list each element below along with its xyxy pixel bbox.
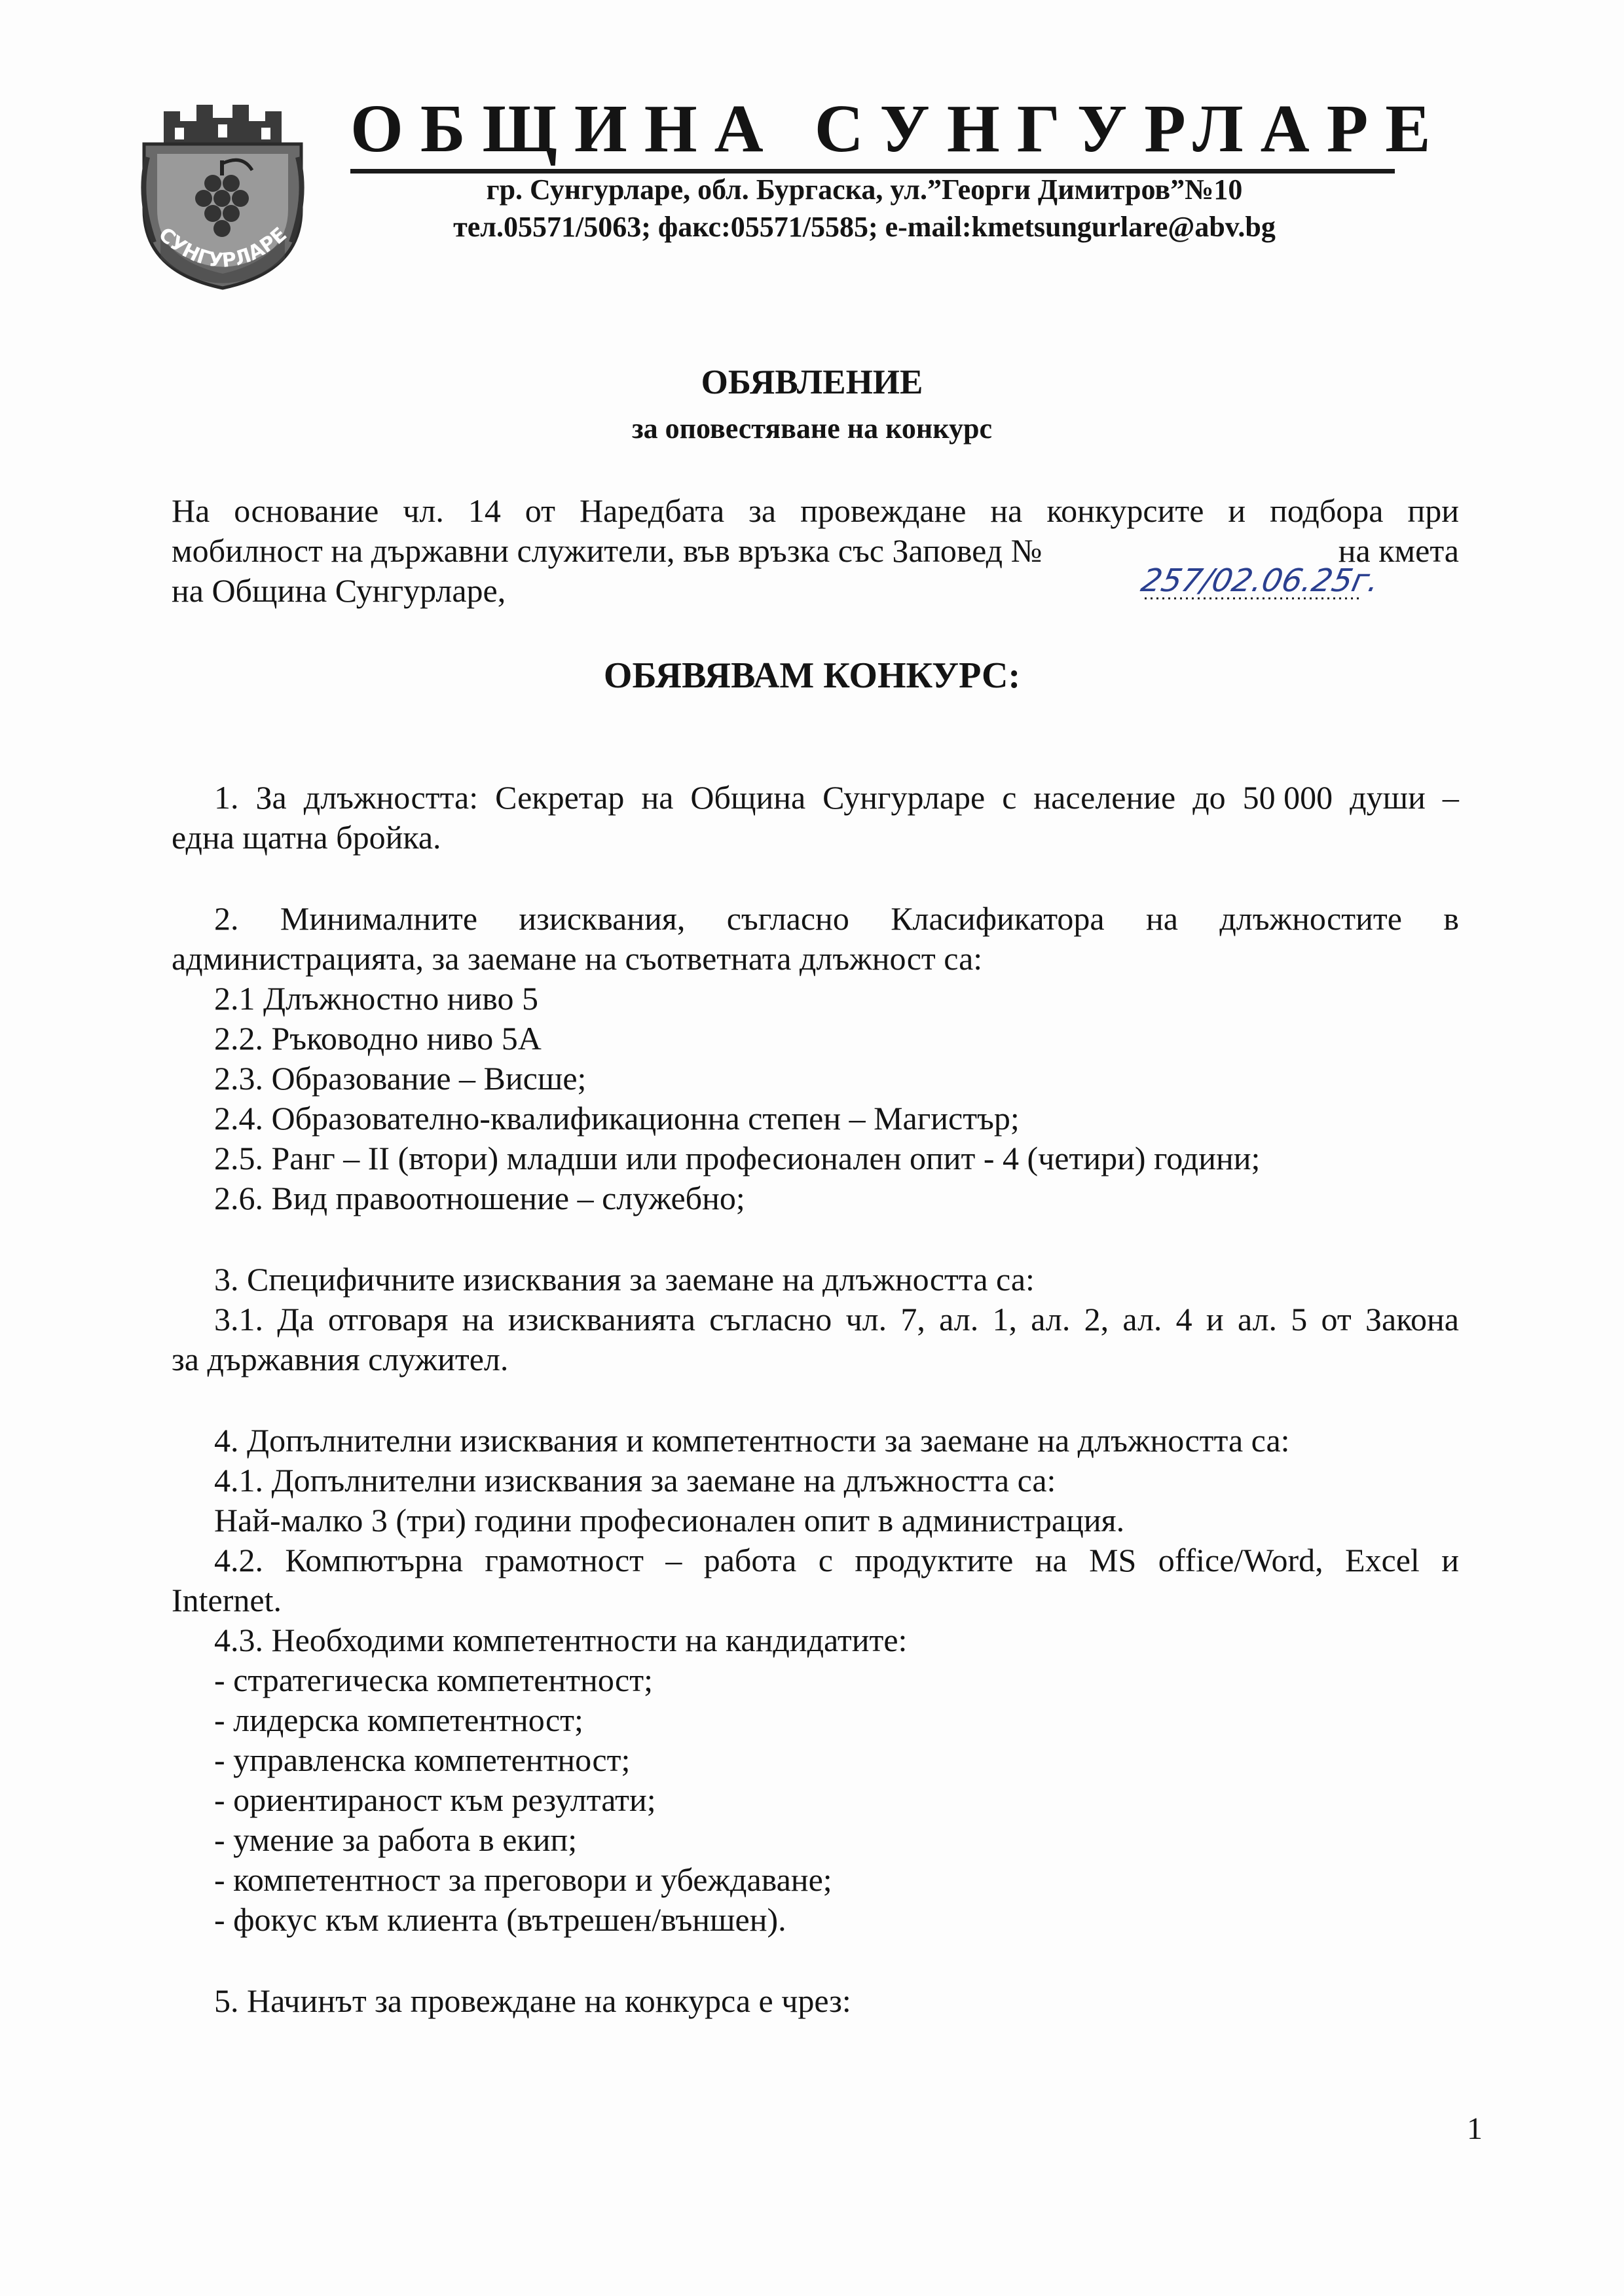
word: души [1350, 779, 1426, 816]
word: длъжността: [303, 779, 479, 816]
word: ал. [939, 1301, 979, 1338]
word: 5 [1291, 1301, 1308, 1338]
item-2-subitem: 2.5. Ранг – II (втори) младши или професионален опит - 4 (четири) години; [214, 1140, 1261, 1176]
word: основание [234, 492, 379, 529]
word: – [665, 1542, 682, 1578]
competency-item: - ориентираност към резултати; [214, 1781, 656, 1818]
word: подбора [1270, 492, 1384, 529]
word: продуктите [855, 1542, 1014, 1578]
word: конкурсите [1046, 492, 1204, 529]
word: длъжностите [1219, 900, 1402, 937]
page-number: 1 [1467, 2111, 1483, 2146]
organization-address: гр. Сунгурларе, обл. Бургаска, ул.”Георги Димитров”№10 [486, 173, 1243, 206]
word: чл. [403, 492, 444, 529]
word: провеждане [800, 492, 967, 529]
word: съгласно [709, 1301, 832, 1338]
competency-item: - управленска компетентност; [214, 1741, 631, 1778]
word: с [1002, 779, 1017, 816]
competency-item: - компетентност за преговори и убеждаване; [214, 1861, 832, 1898]
handwritten-order-number [1137, 561, 1383, 600]
word: изискванията [507, 1301, 695, 1338]
item-4-line-2: 4.1. Допълнителни изисквания за заемане на длъжността са: [214, 1462, 1056, 1499]
word: ал. [1031, 1301, 1071, 1338]
word: от [525, 492, 555, 529]
intro-line-3: на Община Сунгурларе, [172, 572, 506, 609]
item-5-line-1: 5. Начинът за провеждане на конкурса е чрез: [214, 1982, 851, 2019]
word: Община [690, 779, 806, 816]
word: в [1443, 900, 1459, 937]
word: 2, [1084, 1301, 1109, 1338]
word: ал. [1237, 1301, 1278, 1338]
word: и [1228, 492, 1246, 529]
section-heading: ОБЯВЯВАМ КОНКУРС: [603, 655, 1021, 696]
item-4-line-3: Най-малко 3 (три) години професионален опит в администрация. [214, 1502, 1125, 1539]
intro-line-2-end: на кмета [1338, 532, 1459, 569]
word: Минималните [280, 900, 478, 937]
word: За [255, 779, 287, 816]
word: на [990, 492, 1023, 529]
word: Да [277, 1301, 314, 1338]
word: 4.2. [214, 1542, 263, 1578]
municipality-crest-icon [134, 98, 311, 295]
word: – [1442, 779, 1459, 816]
item-4-line-4 [214, 1544, 1459, 1576]
word: с [818, 1542, 833, 1578]
word: от [1321, 1301, 1352, 1338]
item-3-line-3: за държавния служител. [172, 1341, 509, 1377]
word: ал. [1122, 1301, 1162, 1338]
competency-item: - лидерска компетентност; [214, 1702, 583, 1738]
word: съгласно [726, 900, 849, 937]
item-2-line-1 [214, 902, 1459, 935]
competency-item: - умение за работа в екип; [214, 1821, 578, 1858]
intro-line-1 [172, 494, 1459, 527]
word: 7, [900, 1301, 925, 1338]
item-1-line-2: една щатна бройка. [172, 819, 441, 856]
word: Закона [1365, 1301, 1459, 1338]
item-4-line-6: 4.3. Необходими компетентности на кандидатите: [214, 1622, 908, 1658]
item-2-subitem: 2.1 Длъжностно ниво 5 [214, 980, 539, 1017]
competency-item: - стратегическа компетентност; [214, 1662, 653, 1698]
word: за [748, 492, 777, 529]
word: на [1145, 900, 1178, 937]
item-1-line-1 [214, 781, 1459, 814]
organization-contacts: тел.05571/5063; факс:05571/5585; e-mail:kmetsungurlare@abv.bg [453, 211, 1276, 243]
word: 4 [1175, 1301, 1192, 1338]
word: на [462, 1301, 494, 1338]
word: работа [703, 1542, 797, 1578]
item-2-subitem: 2.6. Вид правоотношение – служебно; [214, 1180, 745, 1216]
word: office/Word, [1158, 1542, 1323, 1578]
word: Компютърна [285, 1542, 464, 1578]
word: 1. [214, 779, 239, 816]
word: 14 [468, 492, 501, 529]
word: и [1206, 1301, 1224, 1338]
word: на [1035, 1542, 1067, 1578]
header-rule [350, 169, 1395, 173]
document-subtitle: за оповестяване на конкурс [632, 412, 992, 445]
word: Наредбата [579, 492, 725, 529]
item-2-subitem: 2.3. Образование – Висше; [214, 1060, 587, 1097]
word: 50 000 [1242, 779, 1333, 816]
word: MS [1089, 1542, 1137, 1578]
word: Секретар [495, 779, 625, 816]
item-2-subitem: 2.4. Образователно-квалификационна степен – Магистър; [214, 1100, 1020, 1137]
word: Excel [1345, 1542, 1420, 1578]
handwritten-order-text: 257/02.06.25г. [1137, 562, 1383, 599]
word: на [641, 779, 674, 816]
item-3-line-1: 3. Специфичните изисквания за заемане на длъжността са: [214, 1261, 1035, 1298]
word: при [1407, 492, 1459, 529]
item-4-line-5: Internet. [172, 1582, 282, 1618]
word: отговаря [327, 1301, 449, 1338]
item-3-line-2 [214, 1303, 1459, 1336]
word: грамотност [485, 1542, 644, 1578]
competency-item: - фокус към клиента (вътрешен/външен). [214, 1901, 786, 1938]
word: до [1192, 779, 1226, 816]
word: 3.1. [214, 1301, 263, 1338]
item-2-line-2: администрацията, за заемане на съответната длъжност са: [172, 940, 983, 977]
word: чл. [845, 1301, 887, 1338]
word: Сунгурларе [822, 779, 986, 816]
word: изисквания, [519, 900, 686, 937]
word: и [1441, 1542, 1459, 1578]
document-title: ОБЯВЛЕНИЕ [701, 363, 923, 401]
organization-name: ОБЩИНА СУНГУРЛАРЕ [350, 91, 1448, 166]
crest-band-text: СУНГУРЛАРЕ [154, 223, 291, 273]
intro-line-2-start: мобилност на държавни служители, във връзка със Заповед № [172, 532, 1043, 569]
word: 1, [992, 1301, 1017, 1338]
item-4-line-1: 4. Допълнителни изисквания и компетентности за заемане на длъжността са: [214, 1422, 1290, 1459]
word: Класификатора [891, 900, 1105, 937]
word: население [1033, 779, 1176, 816]
item-2-subitem: 2.2. Ръководно ниво 5А [214, 1020, 542, 1057]
word: На [172, 492, 210, 529]
word: 2. [214, 900, 239, 937]
